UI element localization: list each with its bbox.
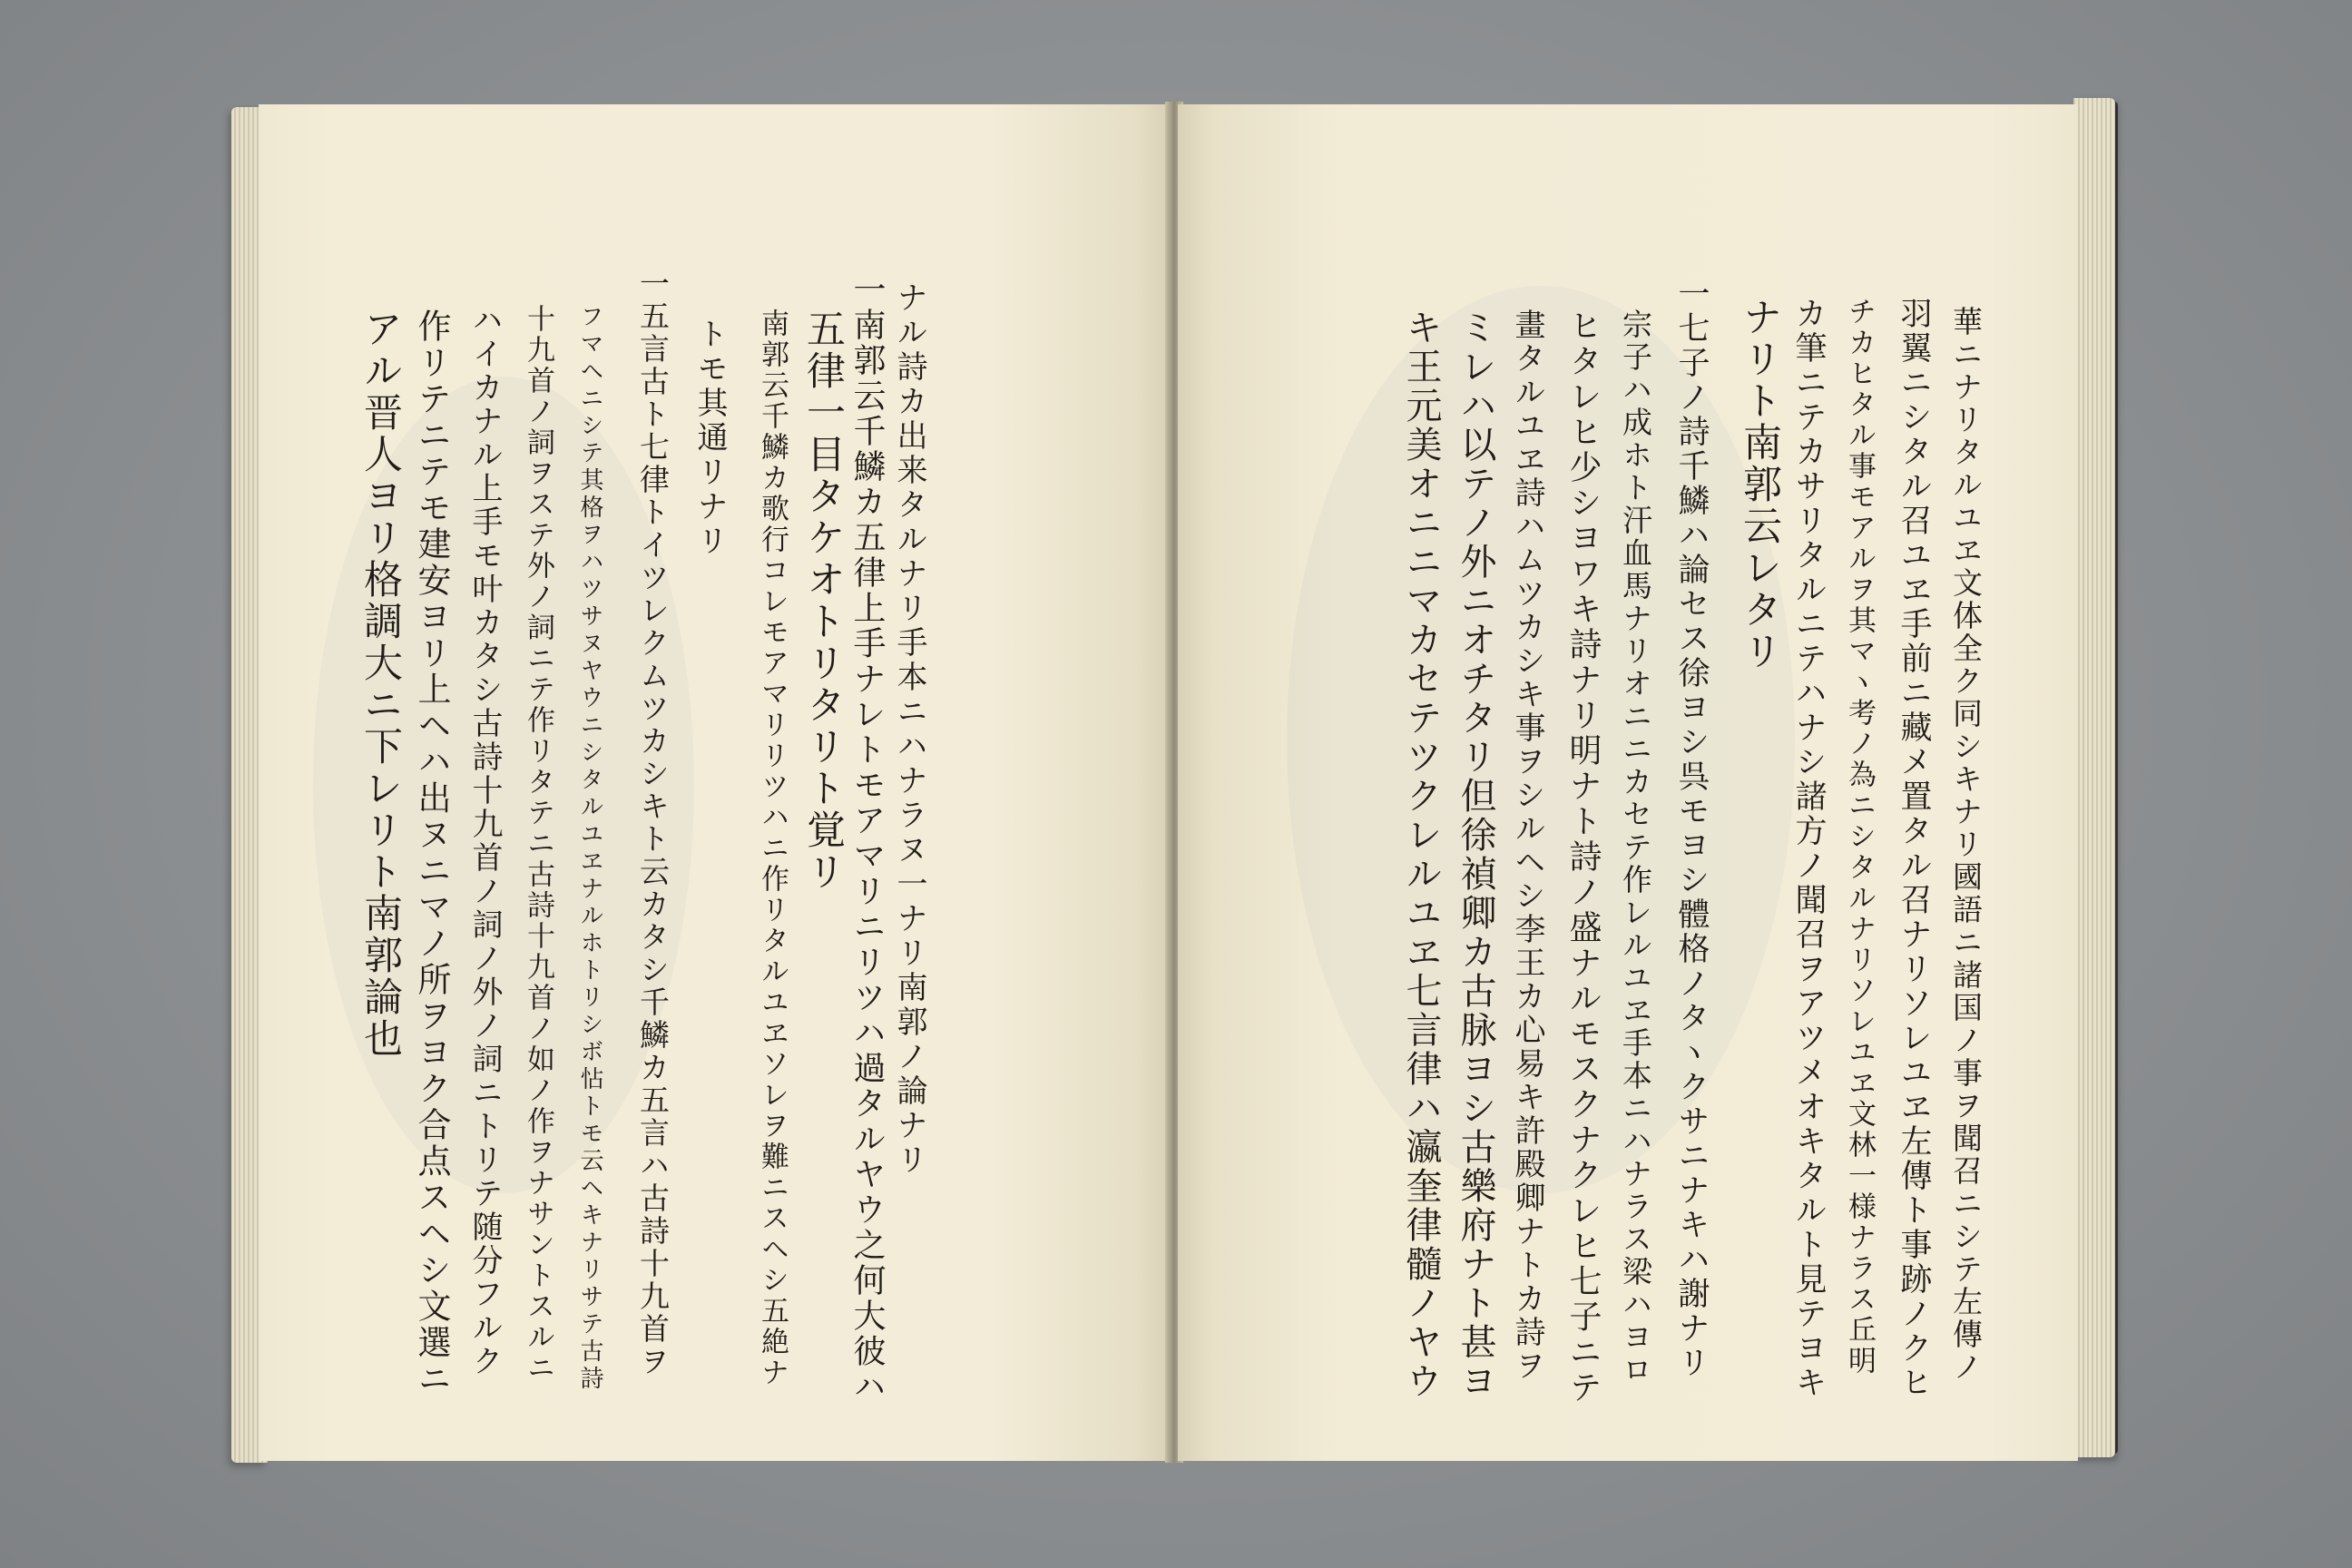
text-column: 十九首ノ詞ヲステ外ノ詞ニテ作リタテニ古詩十九首ノ如ノ作ヲナサントスルニ [522,304,554,1384]
text-column: トモ其通リナリ [691,318,728,559]
text-column: ヒタレヒ少シヨワキ詩ナリ明ナト詩ノ盛ナルモスクナクレヒ七子ニテ [1564,309,1602,1406]
text-column: カ筆ニテカサリタルニテハナシ諸方ノ聞召ヲアツメオキタルト見テヨキ [1790,297,1827,1400]
text-column: 畫タルユヱ詩ハムツカシキ事ヲシルヘシ李王カ心易キ許殿卿ナトカ詩ヲ [1509,309,1545,1383]
text-column: 羽翼ニシタル召ユヱ手前ニ藏メ置タル召ナリソレユヱ左傳ト事跡ノクヒ [1896,297,1932,1400]
text-column: ナル詩カ出来タルナリ手本ニハナラヌ一ナリ南郭ノ論ナリ [891,281,927,1178]
left-page [259,104,1171,1461]
right-page [1178,104,2078,1461]
text-column: 華ニナリタルユヱ文体全ク同シキナリ國語ニ諸国ノ事ヲ聞召ニシテ左傳ノ [1948,306,1984,1384]
text-column: チカヒタル事モアルヲ其マヽ考ノ為ニシタルナリソレユヱ文林一様ナラス丘明 [1843,297,1876,1377]
text-column: 宗子ハ成ホト汗血馬ナリオニニカセテ作レルユヱ手本ニハナラス梁ハヨロ [1618,309,1653,1387]
text-column: 一南郭云千鱗カ五律上手ナレトモアマリニリツハ過タルヤウ之何大彼ハ [848,272,886,1405]
text-column: 一七子ノ詩千鱗ハ論セス徐ヨシ呉モヨシ體格ノタヽクサニナキハ謝ナリ [1673,277,1710,1380]
text-column: ハイカナル上手モ叶カタシ古詩十九首ノ詞ノ外ノ詞ニトリテ随分フルク [466,304,503,1378]
book-edge-right [2073,98,2115,1457]
text-column: 南郭云千鱗カ歌行コレモアマリリツハニ作リタルユヱソレヲ難ニスヘシ五絶ナ [756,309,789,1388]
text-column: 一五言古ト七律トイツレクムツカシキト云カタシ千鱗カ五言ハ古詩十九首ヲ [635,268,671,1378]
text-column: キ王元美オニニマカセテツクレルユヱ七言律ハ瀛奎律髓ノヤウ [1400,309,1442,1401]
text-column: ミレハ以テノ外ニオチタリ但徐禎卿カ古脉ヨシ古樂府ナト甚ヨ [1455,309,1496,1401]
text-column: 五律一目タケオトリタリト覚リ [800,309,846,893]
text-column: フマヘニシテ其格ヲハツサヌヤウニシタルユヱナルホトリシボ怗トモ云ヘキナリサテ古詩 [576,304,603,1393]
text-column: ナリト南郭云レタリ [1737,297,1782,672]
text-column: アル晋人ヨリ格調大ニ下レリト南郭論也 [358,309,403,1060]
text-column: 作リテニテモ建安ヨリ上ヘハ出ヌニマノ所ヲヨク合点スヘシ文選ニ [412,309,451,1397]
